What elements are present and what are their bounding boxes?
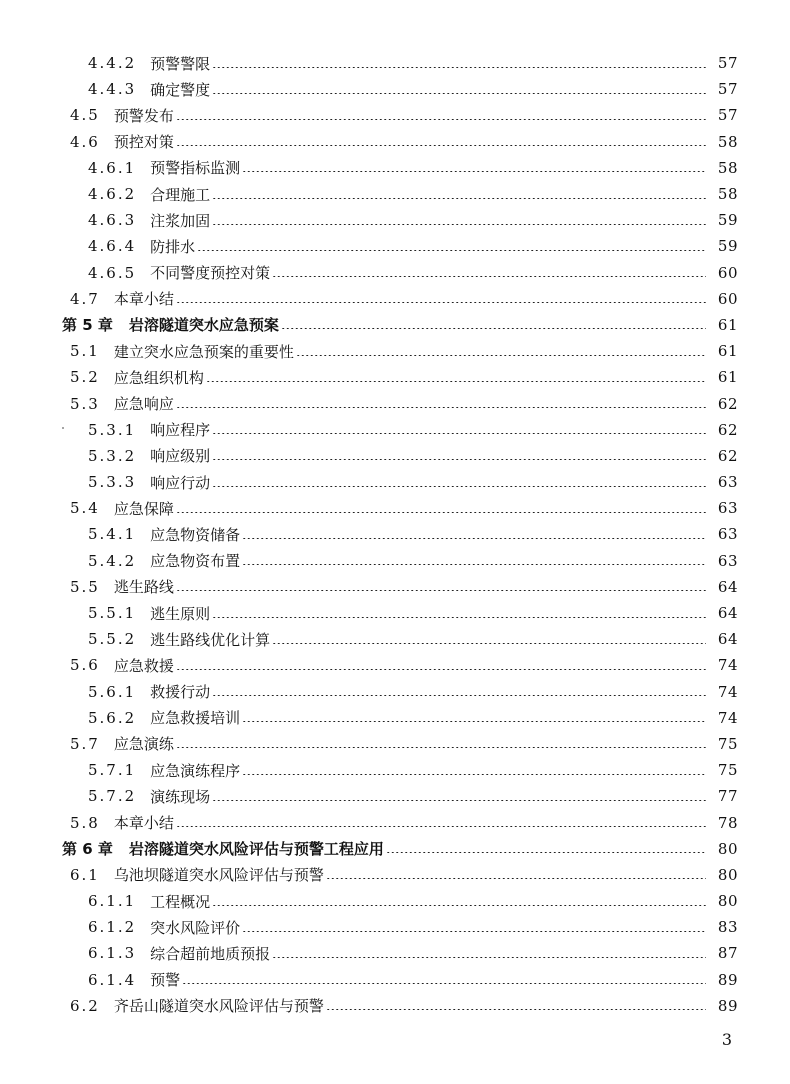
dot-leader [197, 250, 706, 251]
toc-entry-page: 63 [717, 499, 738, 518]
toc-entry-number: 4.5 [70, 106, 100, 125]
toc-entry-row [0, 390, 790, 416]
toc-entry-number: 6.1.1 [88, 892, 137, 911]
toc-entry-number: 5.7 [70, 734, 100, 753]
toc-entry-title: 应急救援培训 [150, 709, 241, 728]
toc-entry-page: 60 [717, 263, 738, 282]
toc-entry-page: 64 [717, 604, 738, 623]
toc-entry-title: 确定警度 [150, 80, 211, 99]
dot-leader [176, 512, 706, 513]
toc-entry-title: 预警 [150, 971, 181, 990]
toc-entry-row [0, 338, 790, 364]
toc-entry-page: 61 [717, 315, 738, 334]
toc-entry-page: 75 [717, 761, 738, 780]
toc-entry-page: 61 [717, 368, 738, 387]
toc-entry-number: 5.7.1 [88, 761, 137, 780]
dot-leader [242, 931, 706, 932]
dot-leader [242, 564, 706, 565]
toc-entry-number: 5.4.2 [88, 551, 137, 570]
toc-entry-row [0, 914, 790, 940]
dot-leader [242, 721, 706, 722]
toc-entry-number: 5.5 [70, 577, 100, 596]
toc-entry-number: 4.6.5 [88, 263, 137, 282]
toc-entry-row [0, 469, 790, 495]
toc-entry-number: 5.6.1 [88, 682, 137, 701]
toc-entry-page: 83 [717, 918, 738, 937]
toc-entry-number: 5.7.2 [88, 787, 137, 806]
toc-entry-row [0, 809, 790, 835]
toc-entry-page: 80 [717, 865, 738, 884]
toc-entry-page: 64 [717, 630, 738, 649]
toc-entry-page: 77 [717, 787, 738, 806]
toc-entry-row [0, 757, 790, 783]
toc-entry-page: 62 [717, 446, 738, 465]
dot-leader [176, 590, 706, 591]
dot-leader [296, 355, 706, 356]
toc-entry-title: 应急保障 [113, 499, 174, 518]
toc-entry-page: 59 [717, 211, 738, 230]
dot-leader [212, 800, 706, 801]
dot-leader [242, 774, 706, 775]
toc-entry-title: 响应级别 [150, 447, 211, 466]
toc-entry-page: 58 [717, 132, 738, 151]
toc-entry-title: 工程概况 [150, 892, 211, 911]
dot-leader [242, 171, 706, 172]
toc-entry-number: 6.1.2 [88, 918, 137, 937]
toc-entry-row [0, 495, 790, 521]
toc-entry-number: 5.5.1 [88, 604, 137, 623]
toc-entry-number: 4.6.2 [88, 185, 137, 204]
toc-entry-title: 应急物资布置 [150, 552, 241, 571]
toc-entry-page: 63 [717, 551, 738, 570]
toc-entry-title: 本章小结 [113, 814, 174, 833]
toc-entry-row [0, 731, 790, 757]
toc-entry-page: 60 [717, 289, 738, 308]
toc-chapter-row [0, 312, 790, 338]
dot-leader [281, 328, 706, 329]
dot-leader [212, 459, 706, 460]
toc-entry-number: 4.6.4 [88, 237, 137, 256]
dot-leader [176, 145, 706, 146]
toc-entry-row [0, 207, 790, 233]
toc-chapter-row [0, 836, 790, 862]
toc-entry-page: 74 [717, 708, 738, 727]
toc-entry-row [0, 862, 790, 888]
toc-entry-title: 逃生路线优化计算 [150, 630, 271, 649]
toc-entry-number: 5.6.2 [88, 708, 137, 727]
dot-leader [242, 538, 706, 539]
dot-leader [326, 878, 706, 879]
toc-entry-row [0, 286, 790, 312]
toc-entry-page: 58 [717, 158, 738, 177]
toc-entry-row [0, 574, 790, 600]
toc-entry-title: 预警发布 [113, 106, 174, 125]
toc-entry-title: 本章小结 [113, 290, 174, 309]
dot-leader [272, 643, 706, 644]
toc-entry-page: 57 [717, 54, 738, 73]
toc-entry-title: 应急组织机构 [113, 368, 204, 387]
dot-leader [212, 93, 706, 94]
toc-entry-number: 6.1.4 [88, 970, 137, 989]
toc-entry-page: 74 [717, 682, 738, 701]
toc-entry-number: 4.6.3 [88, 211, 137, 230]
toc-entry-title: 救援行动 [150, 683, 211, 702]
toc-entry-row [0, 679, 790, 705]
dot-leader [272, 957, 706, 958]
toc-entry-page: 59 [717, 237, 738, 256]
dot-leader [326, 1009, 706, 1010]
toc-entry-number: 4.4.2 [88, 54, 137, 73]
toc-entry-row [0, 260, 790, 286]
toc-entry-page: 89 [717, 970, 738, 989]
toc-entry-page: 63 [717, 525, 738, 544]
dot-leader [176, 669, 706, 670]
toc-entry-number: 5.3 [70, 394, 100, 413]
toc-entry-number: 5.3.3 [88, 473, 137, 492]
toc-entry-row [0, 443, 790, 469]
toc-entry-page: 75 [717, 734, 738, 753]
dot-leader [176, 302, 706, 303]
toc-entry-title: 逃生原则 [150, 604, 211, 623]
toc-entry-number: 6.2 [70, 996, 100, 1015]
toc-entry-page: 57 [717, 106, 738, 125]
toc-entry-row [0, 521, 790, 547]
toc-entry-page: 78 [717, 813, 738, 832]
dot-leader [212, 695, 706, 696]
toc-entry-row [0, 181, 790, 207]
toc-entry-title: 岩溶隧道突水应急预案 [128, 316, 279, 335]
toc-entry-title: 应急物资储备 [150, 525, 241, 544]
toc-entry-page: 80 [717, 892, 738, 911]
toc-entry-page: 80 [717, 839, 738, 858]
toc-entry-number: 5.4.1 [88, 525, 137, 544]
toc-entry-title: 预控对策 [113, 133, 174, 152]
toc-entry-number: 5.1 [70, 342, 100, 361]
toc-entry-title: 响应程序 [150, 421, 211, 440]
toc-entry-title: 应急演练 [113, 735, 174, 754]
toc-entry-title: 响应行动 [150, 473, 211, 492]
toc-entry-title: 合理施工 [150, 185, 211, 204]
toc-entry-page: 87 [717, 944, 738, 963]
toc-entry-title: 乌池坝隧道突水风险评估与预警 [113, 866, 324, 885]
toc-entry-row [0, 705, 790, 731]
dot-leader [176, 747, 706, 748]
toc-entry-page: 89 [717, 996, 738, 1015]
toc-entry-number: 5.6 [70, 656, 100, 675]
toc-entry-title: 防排水 [150, 237, 196, 256]
toc-entry-number: 5.3.1 [88, 420, 137, 439]
toc-entry-title: 建立突水应急预案的重要性 [113, 342, 294, 361]
toc-entry-row [0, 783, 790, 809]
toc-entry-title: 演练现场 [150, 787, 211, 806]
toc-entry-number: 第 5 章 [62, 316, 113, 335]
toc-entry-row [0, 548, 790, 574]
toc-entry-number: 5.2 [70, 368, 100, 387]
toc-entry-number: 4.6 [70, 132, 100, 151]
toc-entry-title: 突水风险评价 [150, 918, 241, 937]
toc-entry-title: 预警指标监测 [150, 159, 241, 178]
dot-leader [212, 67, 706, 68]
toc-entry-page: 58 [717, 185, 738, 204]
toc-entry-row [0, 888, 790, 914]
toc-entry-title: 注浆加固 [150, 211, 211, 230]
toc-entry-row [0, 417, 790, 443]
toc-entry-row [0, 626, 790, 652]
toc-entry-page: 57 [717, 80, 738, 99]
toc-entry-number: 5.3.2 [88, 446, 137, 465]
toc-entry-page: 63 [717, 473, 738, 492]
dot-leader [212, 198, 706, 199]
toc-entry-number: 6.1 [70, 865, 100, 884]
toc-entry-row [0, 967, 790, 993]
toc-entry-number: 4.6.1 [88, 158, 137, 177]
toc-entry-row [0, 940, 790, 966]
dot-leader [212, 224, 706, 225]
toc-entry-title: 应急演练程序 [150, 761, 241, 780]
toc-entry-row [0, 50, 790, 76]
dot-leader [182, 983, 706, 984]
toc-entry-number: 第 6 章 [62, 840, 113, 859]
dot-leader [176, 826, 706, 827]
table-of-contents [0, 50, 790, 1019]
toc-entry-number: 6.1.3 [88, 944, 137, 963]
toc-entry-page: 64 [717, 577, 738, 596]
toc-entry-row [0, 600, 790, 626]
toc-entry-number: 5.4 [70, 499, 100, 518]
dot-leader [206, 381, 706, 382]
dot-leader [272, 276, 706, 277]
toc-entry-title: 齐岳山隧道突水风险评估与预警 [113, 997, 324, 1016]
toc-entry-row [0, 233, 790, 259]
toc-entry-number: 4.4.3 [88, 80, 137, 99]
toc-entry-row [0, 129, 790, 155]
toc-entry-title: 逃生路线 [113, 578, 174, 597]
toc-entry-row [0, 652, 790, 678]
dot-leader [386, 852, 706, 853]
toc-entry-number: 5.8 [70, 813, 100, 832]
dot-leader [212, 486, 706, 487]
dot-leader [212, 617, 706, 618]
toc-entry-title: 综合超前地质预报 [150, 944, 271, 963]
toc-entry-title: 不同警度预控对策 [150, 264, 271, 283]
dot-leader [176, 407, 706, 408]
page-number: 3 [721, 1030, 732, 1049]
toc-entry-title: 应急响应 [113, 395, 174, 414]
toc-entry-row [0, 364, 790, 390]
toc-entry-row [0, 102, 790, 128]
toc-entry-title: 预警警限 [150, 54, 211, 73]
margin-speck [62, 427, 64, 429]
toc-entry-row [0, 76, 790, 102]
toc-entry-title: 岩溶隧道突水风险评估与预警工程应用 [128, 840, 384, 859]
toc-entry-number: 4.7 [70, 289, 100, 308]
dot-leader [176, 119, 706, 120]
toc-entry-page: 62 [717, 394, 738, 413]
toc-entry-row [0, 993, 790, 1019]
toc-entry-page: 74 [717, 656, 738, 675]
toc-entry-number: 5.5.2 [88, 630, 137, 649]
toc-entry-row [0, 155, 790, 181]
toc-entry-page: 61 [717, 342, 738, 361]
toc-entry-page: 62 [717, 420, 738, 439]
dot-leader [212, 433, 706, 434]
toc-entry-title: 应急救援 [113, 656, 174, 675]
dot-leader [212, 905, 706, 906]
